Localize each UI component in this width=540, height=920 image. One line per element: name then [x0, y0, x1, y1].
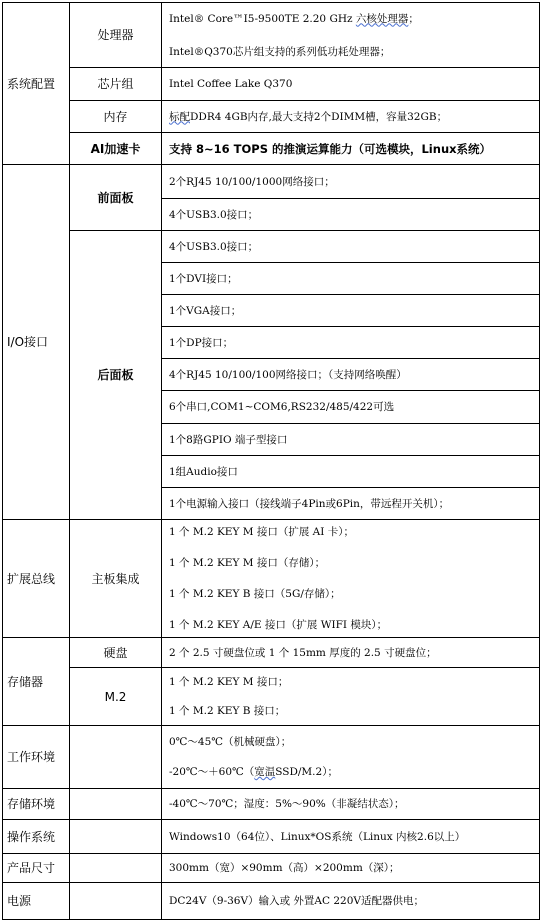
- ai-label: AI加速卡: [70, 133, 162, 165]
- row-ai: [3, 133, 540, 165]
- memory-label: 内存: [70, 101, 162, 133]
- ai-value: 支持 8~16 TOPS 的推演运算能力（可选模块，Linux系统）: [162, 133, 540, 165]
- size-blank: [70, 854, 162, 883]
- size-value: 300mm（宽）×90mm（高）×200mm（深）；: [162, 854, 540, 883]
- work-env-line-2: [169, 765, 539, 779]
- row-expansion: [3, 520, 540, 638]
- work-env-value: [162, 726, 540, 789]
- store-env-blank: [70, 789, 162, 820]
- row-front-1: [3, 165, 540, 199]
- expansion-item: 1 个 M.2 KEY B 接口（5G/存储）；: [169, 588, 341, 600]
- m2-item: 1 个 M.2 KEY M 接口；: [169, 676, 289, 688]
- power-label: 电源: [3, 883, 70, 920]
- m2-item: 1 个 M.2 KEY B 接口；: [169, 705, 286, 717]
- rear-item: 1组Audio接口: [162, 456, 540, 488]
- spec-table: [2, 2, 540, 920]
- expansion-item: 1 个 M.2 KEY M 接口（扩展 AI 卡）；: [169, 526, 354, 538]
- work-env-wide-temp: 宽温: [254, 766, 276, 778]
- size-label: 产品尺寸: [3, 854, 70, 883]
- power-blank: [70, 883, 162, 920]
- store-env-label: 存储环境: [3, 789, 70, 820]
- disk-label: 硬盘: [70, 638, 162, 668]
- rear-item: 6个串口,COM1~COM6,RS232/485/422可选: [162, 391, 540, 424]
- row-size: [3, 854, 540, 883]
- cpu-cores: 六核处理器: [355, 12, 409, 25]
- chipset-value: Intel Coffee Lake Q370: [162, 68, 540, 101]
- memory-spec: DDR4 4GB内存,最大支持2个DIMM槽，容量32GB；: [190, 110, 448, 123]
- work-env-ssd: SSD/M.2）；: [275, 766, 338, 778]
- rear-item: 1个DVI接口；: [162, 263, 540, 295]
- m2-list: [162, 668, 540, 726]
- row-store-env: [3, 789, 540, 820]
- row-rear-1: [3, 231, 540, 263]
- work-env-range: -20℃～＋60℃（: [169, 766, 255, 778]
- expansion-item: 1 个 M.2 KEY A/E 接口（扩展 WIFI 模块）；: [169, 619, 388, 631]
- section-system-label: 系统配置: [3, 3, 70, 165]
- expansion-list: [162, 520, 540, 638]
- section-storage-label: 存储器: [3, 638, 70, 726]
- row-power: [3, 883, 540, 920]
- work-env-label: 工作环境: [3, 726, 70, 789]
- store-env-value: -40℃～70℃；湿度：5%～90%（非凝结状态）；: [162, 789, 540, 820]
- board-integrated-label: 主板集成: [70, 520, 162, 638]
- cpu-value: [162, 3, 540, 68]
- chipset-label: 芯片组: [70, 68, 162, 101]
- cpu-label: 处理器: [70, 3, 162, 68]
- disk-value: 2 个 2.5 寸硬盘位或 1 个 15mm 厚度的 2.5 寸硬盘位；: [162, 638, 540, 668]
- cpu-end: ；: [408, 12, 419, 25]
- cpu-line-1: [169, 12, 539, 26]
- cpu-line-2: Intel®Q370芯片组支持的系列低功耗处理器；: [169, 45, 391, 58]
- os-value: Windows10（64位）、Linux*OS系统（Linux 内核2.6以上）: [162, 820, 540, 854]
- row-cpu: [3, 3, 540, 68]
- m2-label: M.2: [70, 668, 162, 726]
- row-os: [3, 820, 540, 854]
- work-env-line-1: 0℃～45℃（机械硬盘）；: [169, 736, 292, 748]
- row-chipset: [3, 68, 540, 101]
- memory-value: [162, 101, 540, 133]
- front-panel-label: 前面板: [70, 165, 162, 231]
- rear-item: 1个电源输入接口（接线端子4Pin或6Pin，带远程开关机）；: [162, 488, 540, 520]
- row-m2: [3, 668, 540, 726]
- row-disk: [3, 638, 540, 668]
- rear-item: 1个DP接口；: [162, 327, 540, 359]
- row-work-env: [3, 726, 540, 789]
- rear-item: 4个RJ45 10/100/100网络接口；（支持网络唤醒）: [162, 359, 540, 391]
- work-env-blank: [70, 726, 162, 789]
- front-item: 2个RJ45 10/100/1000网络接口；: [162, 165, 540, 199]
- rear-panel-label: 后面板: [70, 231, 162, 520]
- cpu-model: Intel® Core™I5-9500TE 2.20 GHz: [169, 12, 356, 25]
- os-label: 操作系统: [3, 820, 70, 854]
- expansion-item: 1 个 M.2 KEY M 接口（存储）；: [169, 557, 326, 569]
- front-item: 4个USB3.0接口；: [162, 199, 540, 231]
- rear-item: 4个USB3.0接口；: [162, 231, 540, 263]
- section-expansion-label: 扩展总线: [3, 520, 70, 638]
- memory-standard: 标配: [169, 110, 190, 123]
- row-memory: [3, 101, 540, 133]
- rear-item: 1个8路GPIO 端子型接口: [162, 424, 540, 456]
- rear-item: 1个VGA接口；: [162, 295, 540, 327]
- os-blank: [70, 820, 162, 854]
- section-io-label: I/O接口: [3, 165, 70, 520]
- power-value: DC24V（9-36V）输入或 外置AC 220V适配器供电；: [162, 883, 540, 920]
